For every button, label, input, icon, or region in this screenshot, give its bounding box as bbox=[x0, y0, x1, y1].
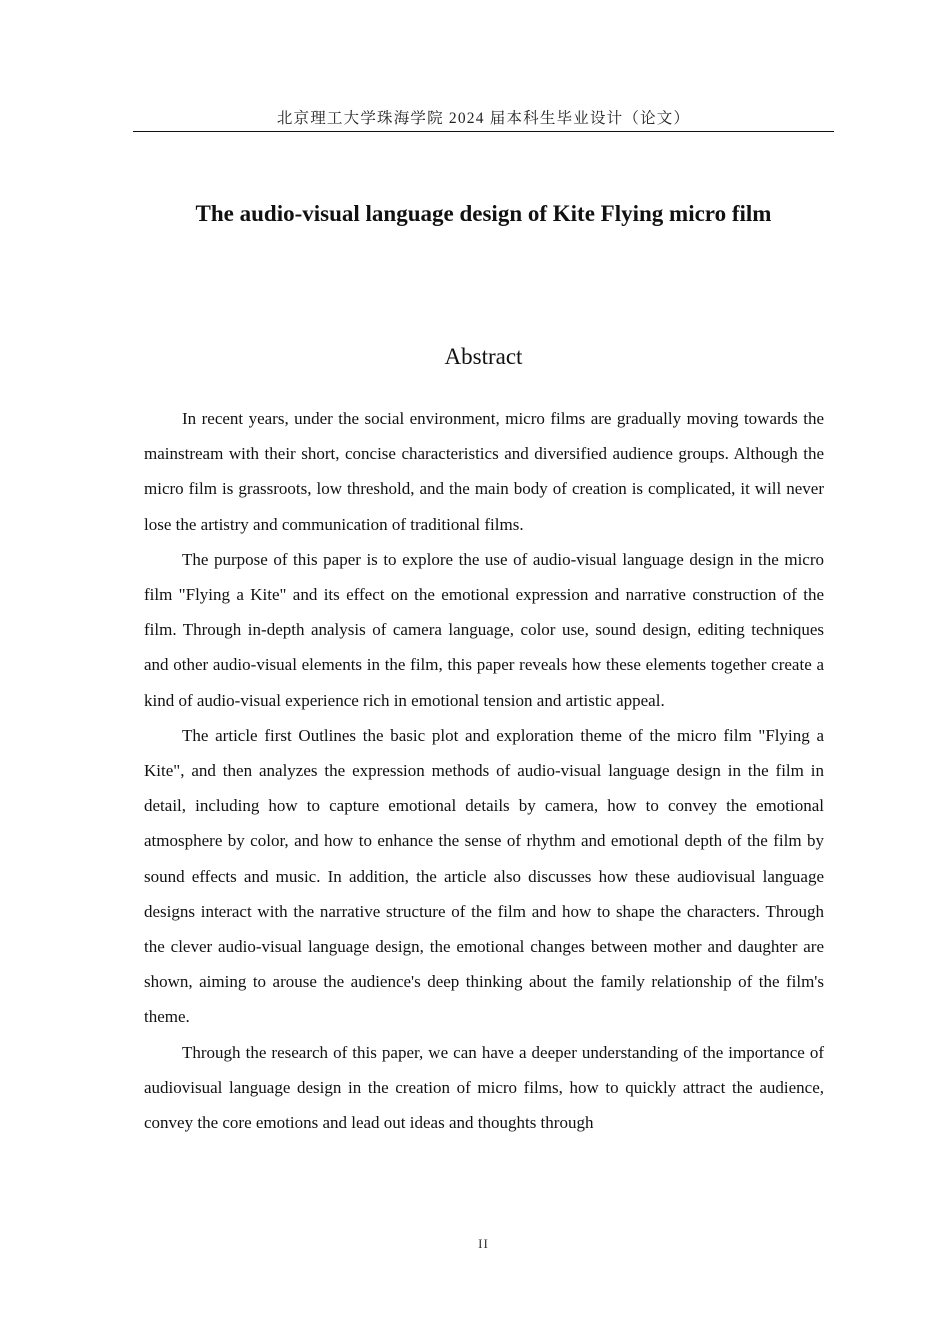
paper-title: The audio-visual language design of Kite Flying micro film bbox=[195, 201, 772, 226]
abstract-paragraph-1: In recent years, under the social environment, micro films are gradually moving towards the mainstream with their short, concise characteristics and diversified audience groups. Although the micro film is grassroots, low threshold, and the main body of creation is complicated, it will never lose the artistry and communication of traditional films. bbox=[144, 409, 824, 534]
running-header: 北京理工大学珠海学院 2024 届本科生毕业设计（论文） bbox=[276, 110, 691, 127]
header-rule bbox=[133, 131, 834, 132]
abstract-paragraph-4: Through the research of this paper, we can have a deeper understanding of the importance of audiovisual language design in the creation of micro films, how to quickly attract the audience, convey the core emotions and lead out ideas and thoughts through bbox=[144, 1042, 824, 1133]
abstract-paragraph-2: The purpose of this paper is to explore the use of audio-visual language design in the micro film "Flying a Kite" and its effect on the emotional expression and narrative construction of the film. Through in-depth analysis of camera language, color use, sound design, editing techniques and other audio-visual elements in the film, this paper reveals how these elements together create a kind of audio-visual experience rich in emotional tension and artistic appeal. bbox=[144, 549, 824, 710]
page-number: II bbox=[478, 1236, 489, 1251]
abstract-body bbox=[144, 401, 824, 1140]
abstract-heading: Abstract bbox=[444, 344, 523, 369]
abstract-paragraph-3: The article first Outlines the basic plot and exploration theme of the micro film "Flying a Kite", and then analyzes the expression methods of audio-visual language design in the film in detail, including how to capture emotional details by camera, how to convey the emotional atmosphere by color, and how to enhance the sense of rhythm and emotional depth of the film by sound effects and music. In addition, the article also discusses how these audiovisual language designs interact with the narrative structure of the film and how to shape the characters. Through the clever audio-visual language design, the emotional changes between mother and daughter are shown, aiming to arouse the audience's deep thinking about the family relationship of the film's theme. bbox=[144, 725, 824, 1027]
